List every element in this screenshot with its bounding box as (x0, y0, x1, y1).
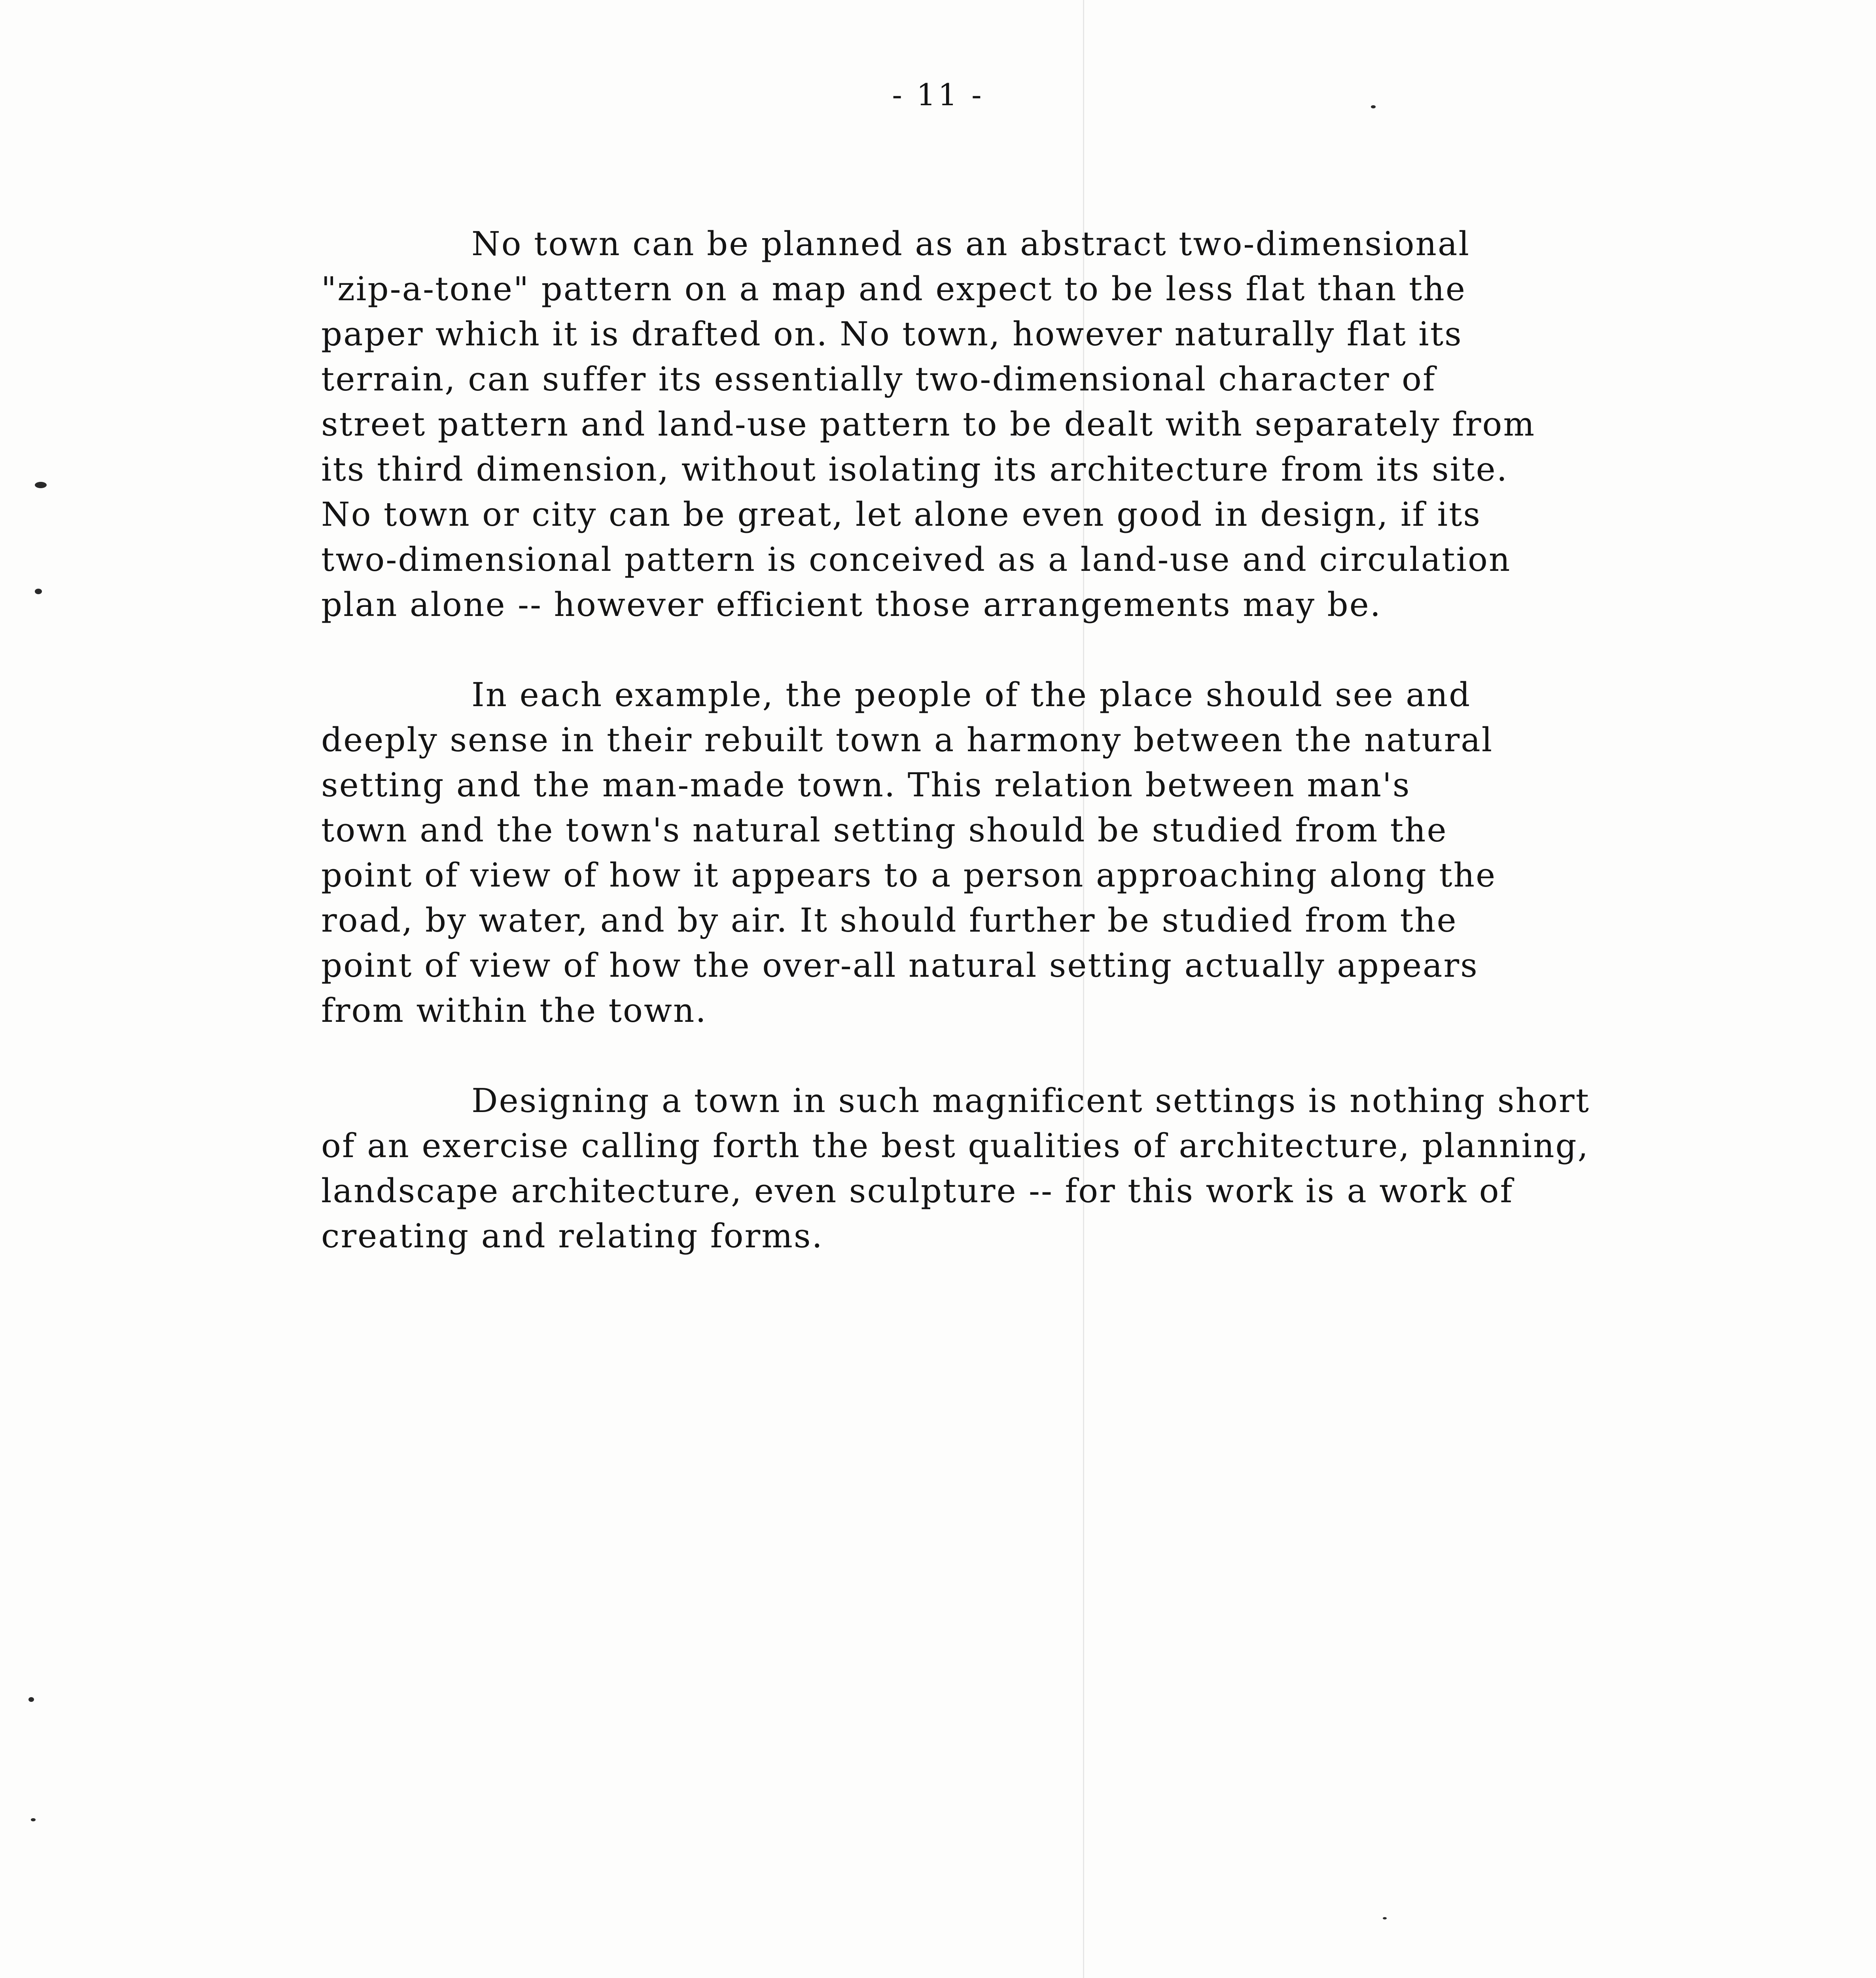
paragraph-line: from within the town. (321, 991, 707, 1030)
paragraph-line: point of view of how the over-all natural setting actually appears (321, 946, 1478, 985)
paragraph-line: deeply sense in their rebuilt town a harmony between the natural (321, 721, 1494, 759)
paragraph-line: "zip-a-tone" pattern on a map and expect to be less flat than the (321, 270, 1466, 308)
paragraph-line: Designing a town in such magnificent settings is nothing short (471, 1082, 1590, 1120)
page-number: - 11 - (892, 77, 984, 112)
scan-speck (35, 482, 47, 488)
paragraph-line: creating and relating forms. (321, 1217, 823, 1255)
paragraph-line: landscape architecture, even sculpture -- for this work is a work of (321, 1172, 1514, 1210)
paragraph-line: town and the town's natural setting should be studied from the (321, 811, 1448, 849)
scan-speck (35, 589, 42, 594)
body-text (321, 222, 1753, 1304)
scan-speck (31, 1818, 36, 1821)
scan-speck (28, 1697, 34, 1702)
paragraph-line: No town or city can be great, let alone even good in design, if its (321, 495, 1482, 534)
paragraph-line: In each example, the people of the place should see and (471, 676, 1471, 714)
paragraph-line: No town can be planned as an abstract two-dimensional (471, 225, 1471, 263)
paragraph-line: street pattern and land-use pattern to be dealt with separately from (321, 405, 1536, 443)
paragraph-line: of an exercise calling forth the best qualities of architecture, planning, (321, 1127, 1590, 1165)
paragraph-line: paper which it is drafted on. No town, however naturally flat its (321, 315, 1463, 353)
paragraph-line: road, by water, and by air. It should further be studied from the (321, 901, 1458, 940)
paragraph-line: setting and the man-made town. This relation between man's (321, 766, 1411, 804)
paragraph-3 (321, 1078, 1753, 1259)
paragraph-line: plan alone -- however efficient those arrangements may be. (321, 585, 1382, 624)
paragraph-2 (321, 673, 1753, 1033)
paragraph-1 (321, 222, 1753, 627)
paragraph-line: its third dimension, without isolating its architecture from its site. (321, 450, 1509, 489)
scan-speck (1383, 1917, 1387, 1919)
scan-speck (1371, 105, 1376, 108)
paragraph-line: point of view of how it appears to a person approaching along the (321, 856, 1497, 894)
paragraph-line: terrain, can suffer its essentially two-dimensional character of (321, 360, 1436, 398)
paragraph-line: two-dimensional pattern is conceived as a land-use and circulation (321, 540, 1511, 579)
